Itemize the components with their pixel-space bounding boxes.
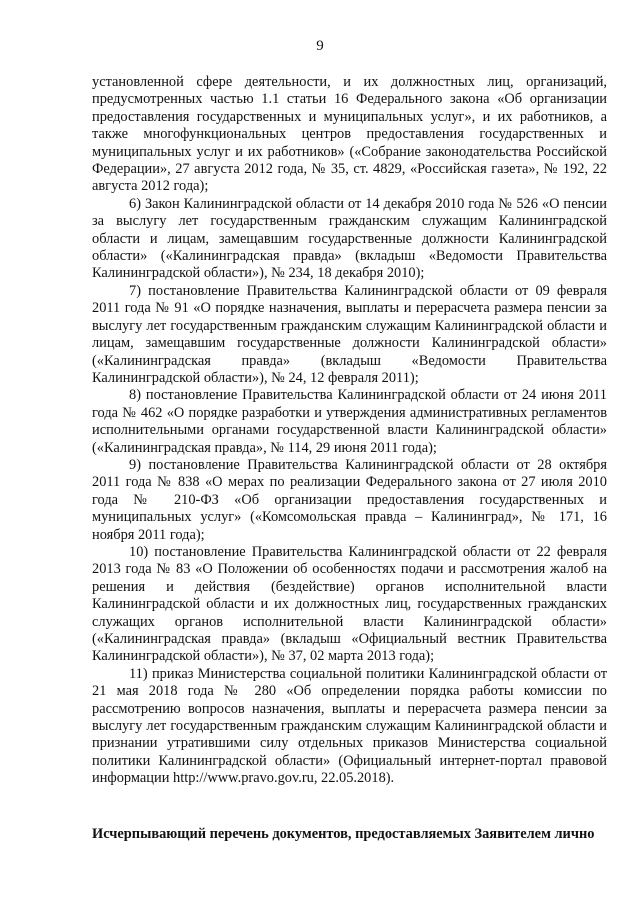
paragraph-item-6: 6) Закон Калининградской области от 14 декабря 2010 года № 526 «О пенсии за выслугу лет государственным гражданским служащим Калининградской области и лицам, замещавшим государственные должности Калининградской области» («Калининградская правда» (вкладыш «Ведомости Правительства Калининградской области»), № 234, 18 декабря 2010); (92, 195, 607, 282)
document-body (92, 74, 607, 788)
paragraph-item-8: 8) постановление Правительства Калининградской области от 24 июня 2011 года № 462 «О порядке разработки и утверждения административных регламентов исполнительными органами государственной власти Калининградской области» («Калининградская правда», № 114, 29 июня 2011 года); (92, 387, 607, 456)
page-number: 9 (316, 38, 324, 54)
section-heading: Исчерпывающий перечень документов, предоставляемых Заявителем лично (92, 826, 595, 842)
paragraph-item-11: 11) приказ Министерства социальной политики Калининградской области от 21 мая 2018 года № 280 «Об определении порядка работы комиссии по рассмотрению вопросов назначения, выплаты и перерасчета размера пенсии за выслугу лет государственным гражданским служащим Калининградской области и признании утратившими силу отдельных приказов Министерства социальной политики Калининградской области» (Официальный интернет-портал правовой информации http://www.pravo.gov.ru, 22.05.2018). (92, 665, 607, 787)
paragraph-item-7: 7) постановление Правительства Калининградской области от 09 февраля 2011 года № 91 «О порядке назначения, выплаты и перерасчета размера пенсии за выслугу лет государственным гражданским служащим Калининградской области и лицам, замещавшим государственные должности Калининградской области» («Калининградская правда» (вкладыш «Ведомости Правительства Калининградской области»), № 24, 12 февраля 2011); (92, 282, 607, 386)
paragraph-item-10: 10) постановление Правительства Калининградской области от 22 февраля 2013 года № 83 «О Положении об особенностях подачи и рассмотрения жалоб на решения и действия (бездействие) органов исполнительной власти Калининградской области и их должностных лиц, государственных гражданских служащих органов исполнительной власти Калининградской области» («Калининградская правда» (вкладыш «Официальный вестник Правительства Калининградской области»), № 37, 02 марта 2013 года); (92, 543, 607, 665)
paragraph-item-9: 9) постановление Правительства Калининградской области от 28 октября 2011 года № 838 «О мерах по реализации Федерального закона от 27 июля 2010 года № 210-ФЗ «Об организации предоставления государственных и муниципальных услуг» («Комсомольская правда – Калининград», № 171, 16 ноября 2011 года); (92, 456, 607, 543)
paragraph-continuation: установленной сфере деятельности, и их должностных лиц, организаций, предусмотренных частью 1.1 статьи 16 Федерального закона «Об организации предоставления государственных и муниципальных услуг», и их работников, а также многофункциональных центров предоставления государственных и муниципальных услуг и их работников» («Собрание законодательства Российской Федерации», 27 августа 2012 года, № 35, ст. 4829, «Российская газета», № 192, 22 августа 2012 года); (92, 74, 607, 195)
